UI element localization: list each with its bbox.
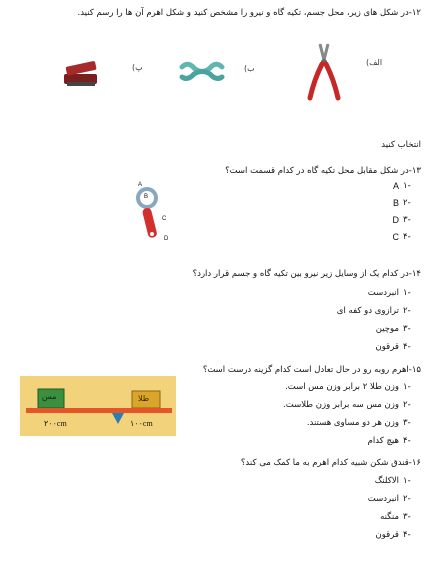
question-16-options	[368, 476, 415, 540]
point-d: D	[164, 236, 169, 242]
question-15-text: ۱۵-اهرم روبه رو در حال تعادل است کدام گزینه درست است؟	[202, 365, 421, 375]
tongs-icon	[178, 55, 226, 87]
option[interactable]: ۳- موچین	[375, 324, 411, 334]
question-13-options	[393, 181, 416, 242]
option[interactable]: ۱- الاکلنگ	[374, 476, 411, 486]
label-alef: الف)	[366, 58, 383, 67]
label-be: ب)	[244, 64, 255, 73]
tongs-figure	[178, 55, 226, 87]
option[interactable]: ۴- C	[392, 232, 411, 242]
option[interactable]: ۳- منگنه	[380, 512, 411, 522]
question-12-text: ۱۲-در شکل های زیر، محل جسم، تکیه گاه و نیرو را مشخص کنید و شکل اهرم آن ها را رسم کنید.	[77, 8, 421, 18]
option[interactable]: ۲- B	[392, 198, 411, 208]
copper-box-label: مس	[42, 392, 57, 401]
right-distance-label: ۱۰۰cm	[130, 419, 153, 428]
option[interactable]: ۱- وزن طلا ۲ برابر وزن مس است.	[285, 382, 411, 392]
option[interactable]: ۲- انبردست	[367, 494, 411, 504]
stapler-icon	[60, 54, 100, 94]
bottle-opener-icon	[130, 184, 176, 246]
point-a: A	[138, 182, 143, 188]
question-16-text: ۱۶-قندق شکن شبیه کدام اهرم به ما کمک می کند؟	[240, 458, 421, 468]
lever-figure	[20, 376, 176, 436]
option[interactable]: ۳- D	[392, 215, 411, 225]
option[interactable]: ۴- قرقون	[375, 530, 411, 540]
point-c: C	[162, 216, 167, 222]
label-pe: پ)	[132, 63, 143, 72]
bottle-opener-figure	[130, 184, 176, 246]
gold-box-label: طلا	[138, 394, 150, 403]
question-13-text: ۱۳-در شکل مقابل محل تکیه گاه در کدام قسمت است؟	[225, 166, 421, 176]
point-b: B	[144, 194, 149, 200]
stapler-figure	[60, 54, 100, 94]
option[interactable]: ۱- A	[392, 181, 411, 191]
question-15-options	[283, 382, 415, 446]
option[interactable]: ۲- ترازوی دو کفه ای	[336, 306, 411, 316]
option[interactable]: ۴- قرقون	[375, 342, 411, 352]
option[interactable]: ۱- انبردست	[367, 288, 411, 298]
pliers-figure	[300, 40, 348, 102]
question-14-options	[337, 288, 415, 352]
pliers-icon	[300, 40, 348, 102]
left-distance-label: ۲۰۰cm	[44, 419, 67, 428]
section-title: انتخاب کنید	[381, 140, 421, 150]
option[interactable]: ۳- وزن هر دو مساوی هستند.	[306, 418, 411, 428]
option[interactable]: ۲- وزن مس سه برابر وزن طلاست.	[283, 400, 411, 410]
option[interactable]: ۴- هیچ کدام	[367, 436, 411, 446]
question-14-text: ۱۴-در کدام یک از وسایل زیر نیرو بین تکیه گاه و جسم قرار دارد؟	[192, 269, 421, 279]
